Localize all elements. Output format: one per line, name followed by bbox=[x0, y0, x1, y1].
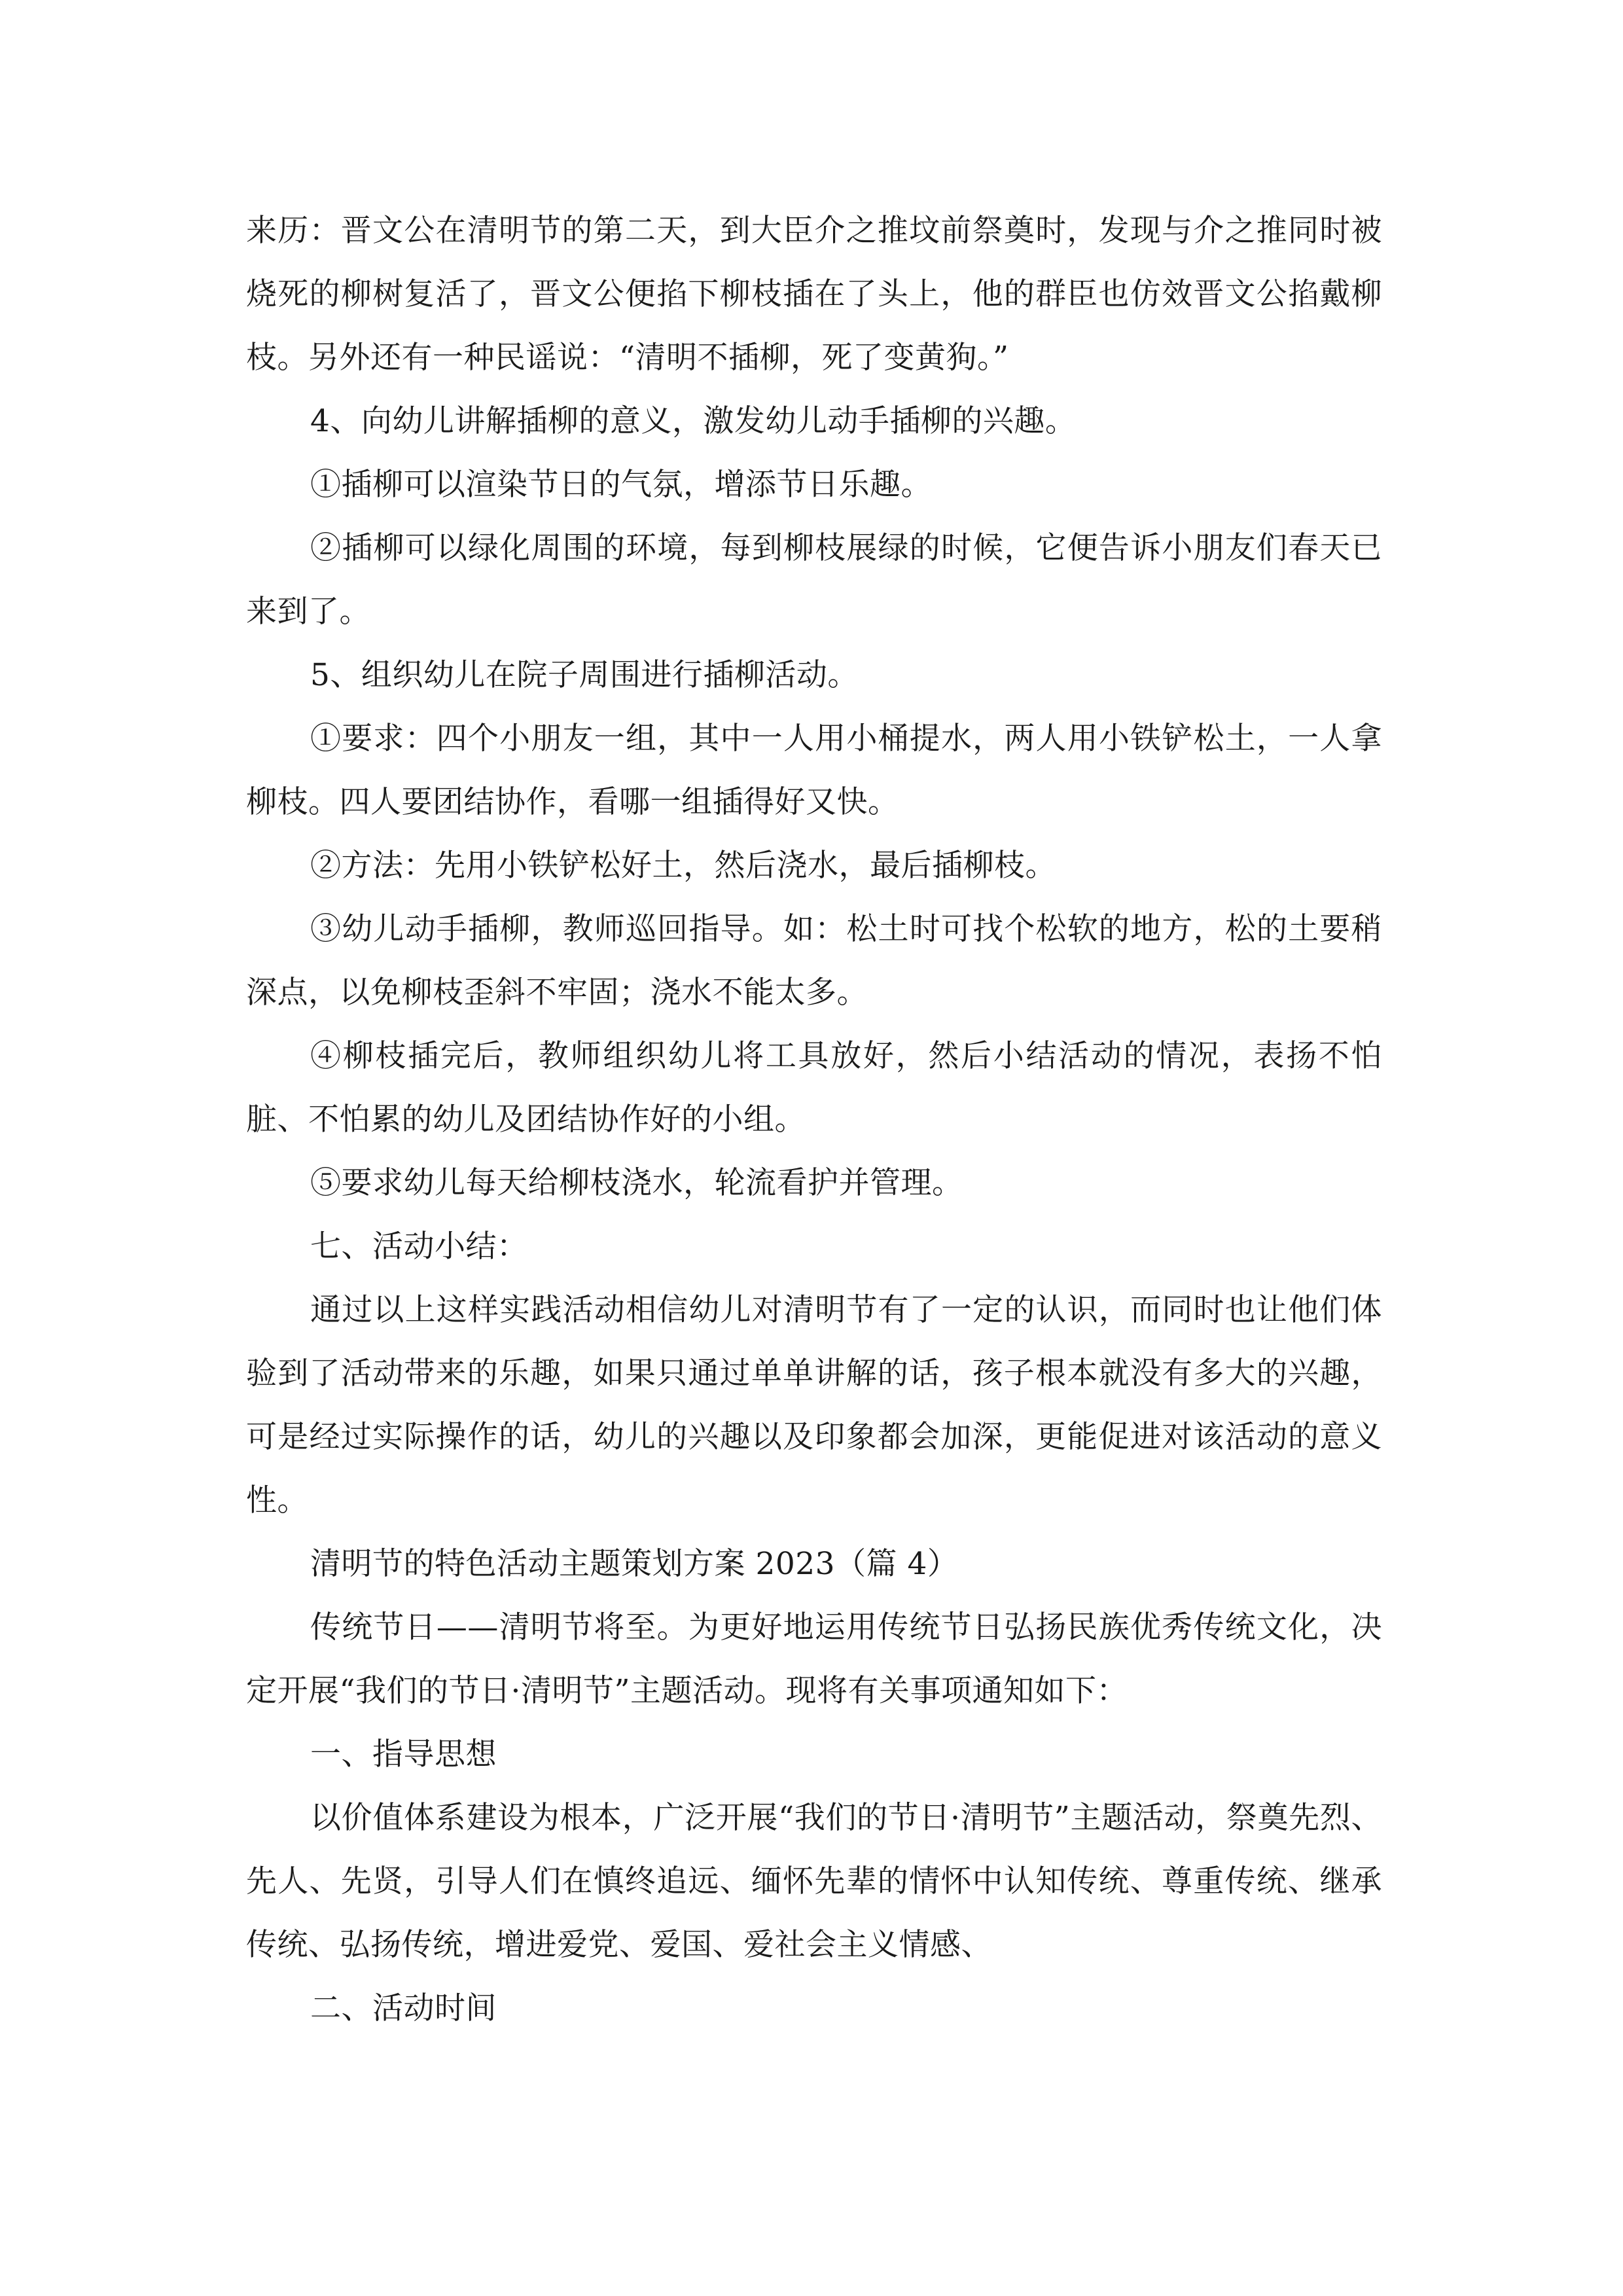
paragraph-origin-story: 来历：晋文公在清明节的第二天，到大臣介之推坟前祭奠时，发现与介之推同时被烧死的柳树复活了，晋文公便掐下柳枝插在了头上，他的群臣也仿效晋文公掐戴柳枝。另外还有一种民谣说：“清明不插柳，死了变黄狗。” bbox=[246, 213, 1382, 376]
section-heading-activity-time: 二、活动时间 bbox=[310, 1990, 497, 2026]
section-heading-summary: 七、活动小结： bbox=[310, 1229, 528, 1265]
paragraph-step-5-item-3: ③幼儿动手插柳，教师巡回指导。如：松土时可找个松软的地方，松的土要稍深点，以免柳枝歪斜不牢固；浇水不能太多。 bbox=[246, 911, 1382, 1011]
paragraph-step-4-item-2: ②插柳可以绿化周围的环境，每到柳枝展绿的时候，它便告诉小朋友们春天已来到了。 bbox=[246, 530, 1382, 630]
paragraph-step-5-item-1: ①要求：四个小朋友一组，其中一人用小桶提水，两人用小铁铲松土，一人拿柳枝。四人要团结协作，看哪一组插得好又快。 bbox=[246, 721, 1382, 820]
paragraph-guiding-ideology: 以价值体系建设为根本，广泛开展“我们的节日·清明节”主题活动，祭奠先烈、先人、先贤，引导人们在慎终追远、缅怀先辈的情怀中认知传统、尊重传统、继承传统、弘扬传统，增进爱党、爱国、爱社会主义情感、 bbox=[246, 1800, 1382, 1963]
document-body bbox=[246, 199, 1382, 2040]
paragraph-step-5-item-4: ④柳枝插完后，教师组织幼儿将工具放好，然后小结活动的情况，表扬不怕脏、不怕累的幼儿及团结协作好的小组。 bbox=[246, 1038, 1382, 1138]
paragraph-step-5: 5、组织幼儿在院子周围进行插柳活动。 bbox=[310, 657, 859, 693]
paragraph-intro: 传统节日——清明节将至。为更好地运用传统节日弘扬民族优秀传统文化，决定开展“我们的节日·清明节”主题活动。现将有关事项通知如下： bbox=[246, 1609, 1382, 1709]
paragraph-step-4-item-1: ①插柳可以渲染节日的气氛，增添节日乐趣。 bbox=[310, 467, 932, 503]
section-heading-guiding-ideology: 一、指导思想 bbox=[310, 1736, 497, 1772]
paragraph-step-4: 4、向幼儿讲解插柳的意义，激发幼儿动手插柳的兴趣。 bbox=[310, 403, 1077, 439]
paragraph-step-5-item-5: ⑤要求幼儿每天给柳枝浇水，轮流看护并管理。 bbox=[310, 1165, 963, 1201]
article-title-part-4: 清明节的特色活动主题策划方案 2023（篇 4） bbox=[310, 1546, 959, 1582]
paragraph-step-5-item-2: ②方法：先用小铁铲松好土，然后浇水，最后插柳枝。 bbox=[310, 848, 1056, 884]
paragraph-summary: 通过以上这样实践活动相信幼儿对清明节有了一定的认识，而同时也让他们体验到了活动带来的乐趣，如果只通过单单讲解的话，孩子根本就没有多大的兴趣，可是经过实际操作的话，幼儿的兴趣以及印象都会加深，更能促进对该活动的意义性。 bbox=[246, 1292, 1382, 1518]
